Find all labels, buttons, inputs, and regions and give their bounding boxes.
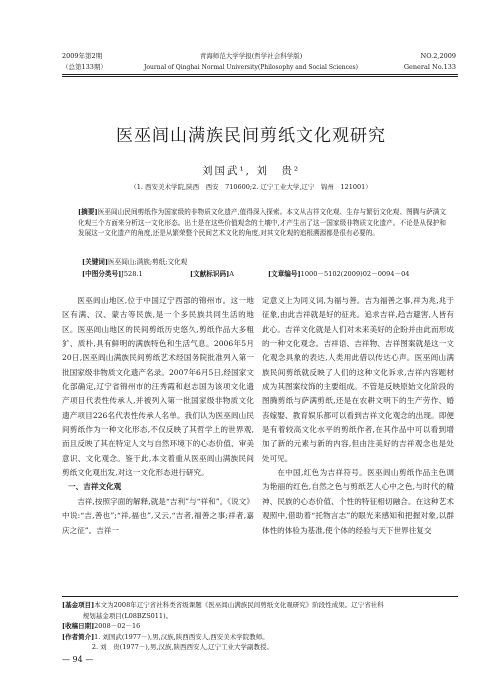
abstract-label: [摘要] <box>78 208 98 216</box>
fund-note-cont: 规划基金项目(L08BZS011)。 <box>82 611 173 620</box>
footnote-rule <box>62 596 458 597</box>
header-number: NO.2,2009 <box>420 52 456 60</box>
received-date: [收稿日期]2008－02－16 <box>62 622 141 630</box>
article-title: 医巫闾山满族民间剪纸文化观研究 <box>116 126 386 146</box>
article-number-text: 1000－5102(2009)02－0094－04 <box>300 270 410 278</box>
article-number-label: [文章编号] <box>268 270 301 278</box>
header-general-issue: （总第133期） <box>62 63 107 71</box>
article-authors: 刘国武¹, 刘 贵² <box>201 165 301 177</box>
body-paragraph: 医巫闾山地区,位于中国辽宁西部的锦州市。这一地区有满、汉、蒙古等民族,是一个多民族共同生活的地区。医巫闾山地区的民间剪纸历史悠久,剪纸作品大多粗犷、质朴,具有鲜明的满族特色和生活气息。2006年5月20日,医巫闾山满族民间剪纸艺术经国务院批准列入第一批国家级非物质文化遗产名录。2007年6月5日,经国家文化部确定,辽宁省锦州市的汪秀霞和赵志国为该项文化遗产项目代表性传承人,并被列入第一批国家级非物质文化遗产项目226名代表性传承人名单。我们认为医巫闾山民间剪纸作为一种文化形态,不仅反映了其哲学上的世界观,而且反映了其在特定人文与自然环境下的心态价值、审美意识、文化观念。鉴于此,本文着重从医巫闾山满族民间剪纸文化观出发,对这一文化形态进行研究。 <box>62 296 254 478</box>
body-paragraph: 吉祥,按照字面的解释,就是“吉利”与“祥和”。《说文》中说:“吉,善也”;“祥,福也”,又云,“吉者,福善之事;祥者,嘉庆之征”。吉祥一 <box>62 496 254 535</box>
classification-label: [中图分类号] <box>82 270 122 278</box>
author-affiliations: （1. 西安美术学院,陕西 西安 710600;2. 辽宁工业大学,辽宁 锦州 121001） <box>130 183 372 191</box>
document-code-text: A <box>229 270 234 278</box>
journal-name-en: Journal of Qinghai Normal University(Philosophy and Social Sciences) <box>144 64 358 71</box>
header-rule-double <box>62 76 458 77</box>
keywords-text: 医巫闾山;满族;剪纸;文化观 <box>108 258 188 266</box>
abstract <box>78 207 446 239</box>
fund-note: [基金项目]本文为2008年辽宁省社科类省级课题《医巫闾山满族民间剪纸文化观研究》阶段性成果。辽宁省社科 <box>62 601 384 609</box>
keywords <box>82 257 187 267</box>
classification-text: J528.1 <box>121 270 143 278</box>
journal-name-cn: 青海师范大学学报(哲学社会科学版) <box>199 52 303 60</box>
document-code <box>190 269 234 279</box>
article-number <box>268 269 409 279</box>
body-paragraph: 定意义上为同义词,为福与善。吉为福善之事,祥为兆,兆于征象,由此吉祥就是好的征兆。追求吉祥,趋吉避害,人皆有此心。吉祥文化就是人们对未来美好的企盼并由此而形成的一种文化观念。吉祥语、吉祥物、吉祥图案就是这一文化观念具象的表达,人类用此借以传达心声。医巫闾山满族民间剪纸就反映了人们的这种文化诉求,吉祥内容题材成为其图案纹饰的主要组成。不管是反映原始文化阶段的图腾剪纸与萨满剪纸,还是在农耕文明下的生产劳作、婚丧嫁娶、教育娱乐都可以看到吉祥文化观念的出现。即便是有着较高文化水平的剪纸作者,在其作品中可以看到增加了新的元素与新的内容,但由注美好的吉祥观念也是处处可见。 <box>262 296 454 463</box>
header-general-number: General No.133 <box>403 63 456 71</box>
classification <box>82 269 143 279</box>
abstract-text: 医巫闾山民间剪纸作为国家级的非物质文化遗产,值得深入探索。本文从吉祥文化观、生存与繁衍文化观、图腾与萨满文化观三个方面来分析这一文化形态。出土是在这些价值观念的土壤中,才产生出了这一国家级非物质文化遗产。不论是从保护和发展这一文化遗产的角度,还是从繁荣整个民间艺术文化的角度,对其文化观的追根溯源都是很有必要的。 <box>78 208 446 238</box>
section-heading: 一、吉祥文化观 <box>68 482 122 492</box>
header-issue: 2009年第2期 <box>62 52 103 60</box>
footnotes <box>62 600 454 653</box>
page-number: — 94 — <box>62 655 94 664</box>
header-rule <box>62 74 458 75</box>
body-right-column <box>262 294 454 538</box>
author-bio-2: 2. 刘 贵(1977－),男,汉族,陕西西安人,辽宁工业大学副教授。 <box>91 643 274 651</box>
document-code-label: [文献标识码] <box>190 270 230 278</box>
keywords-label: [关键词] <box>82 258 109 266</box>
body-left-column <box>62 294 254 538</box>
author-bio-1: [作者简介]1. 刘国武(1977－),男,汉族,陕西西安人,西安美术学院教师。 <box>62 632 269 641</box>
body-paragraph: 在中国,红色为吉祥符号。医巫闾山剪纸作品主色调为艳丽的红色,自然之色与剪纸艺人心中之色,与时代的精神、民族的心态价值、个性的特征相切融合。在这种艺术观照中,借助着“托物言志”的眼光来感知和把握对象,以群体性的体验为基准,使个体的经验与天下世界往复交 <box>262 468 454 535</box>
